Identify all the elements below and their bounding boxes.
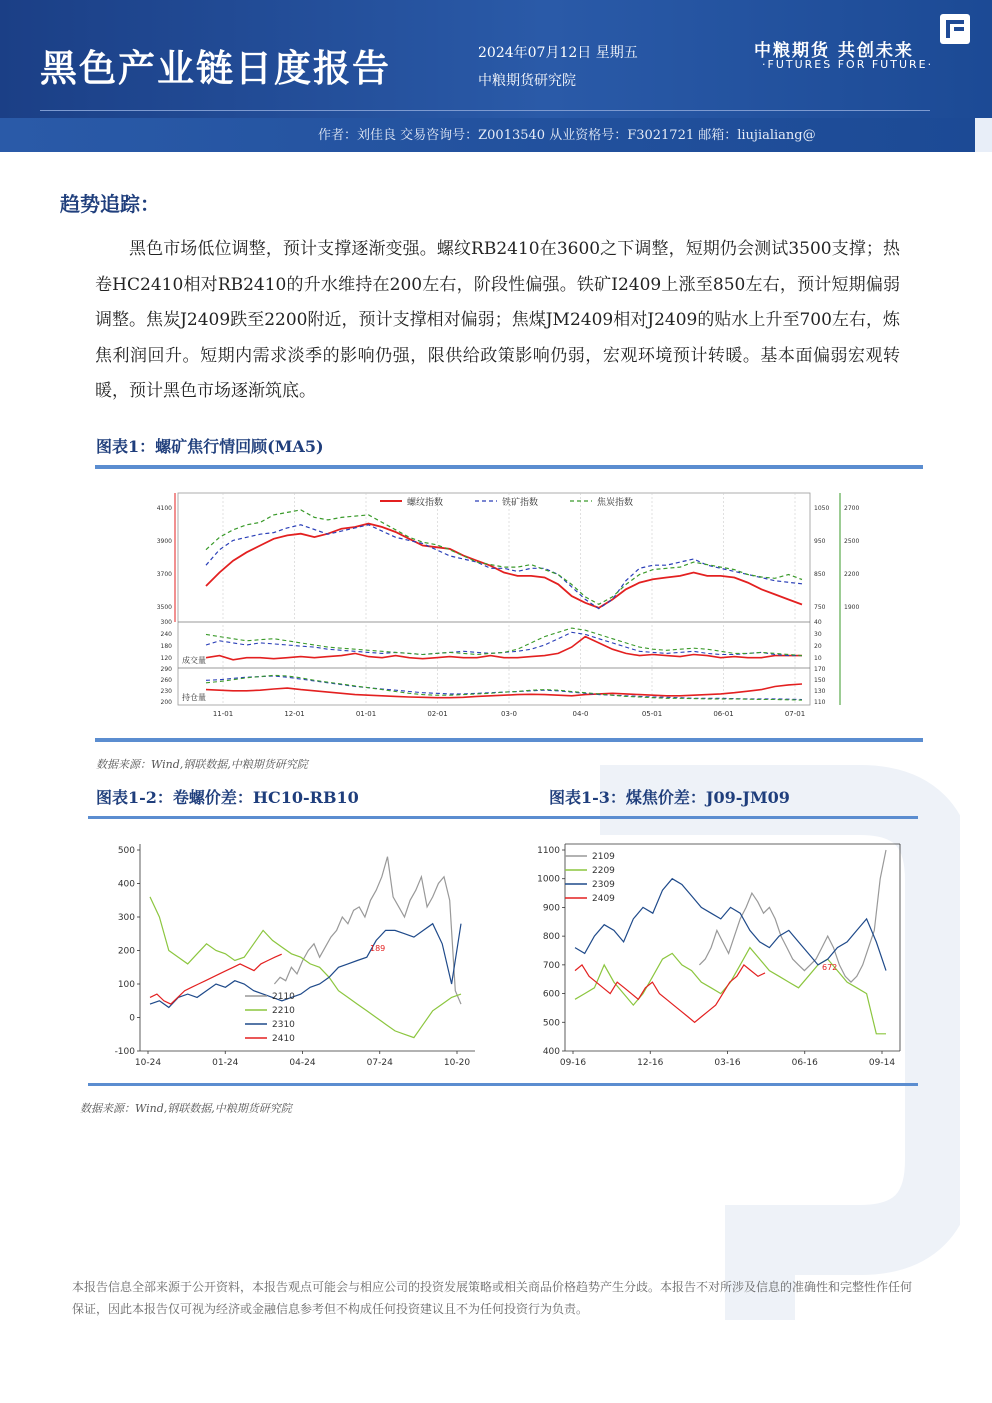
x-tick-label: 02-01 xyxy=(427,710,448,718)
y-tick-label: 400 xyxy=(117,879,135,890)
series-line-2409 xyxy=(575,965,765,1022)
y-tick-label: 200 xyxy=(160,699,172,706)
y-right-tick-label: 40 xyxy=(814,619,822,626)
legend-label: 2309 xyxy=(592,880,615,890)
x-tick-label: 03-0 xyxy=(501,710,517,718)
y-tick-label: 300 xyxy=(117,913,135,923)
y-right2-tick-label: 2500 xyxy=(844,538,860,545)
series-line-2109 xyxy=(699,850,886,982)
y-right2-tick-label: 1900 xyxy=(844,604,860,611)
x-tick-label: 10-20 xyxy=(443,1058,471,1068)
x-tick-label: 06-01 xyxy=(713,710,734,718)
series-line-2110 xyxy=(274,857,461,1004)
x-tick-label: 04-24 xyxy=(289,1058,316,1068)
figure2-bottom-rule xyxy=(88,1083,918,1086)
figure1-caption: 图表1：螺矿焦行情回顾(MA5) xyxy=(96,437,324,456)
y-right-tick-label: 150 xyxy=(814,677,826,684)
x-tick-label: 11-01 xyxy=(212,710,234,718)
figure1-chart xyxy=(150,488,860,724)
y-tick-label: 0 xyxy=(129,1013,135,1024)
y-tick-label: 200 xyxy=(117,946,135,957)
series-line-焦炭指数 xyxy=(206,510,802,604)
x-tick-label: 09-16 xyxy=(559,1058,587,1068)
y-tick-label: 1000 xyxy=(537,874,560,885)
series-line-2209 xyxy=(575,948,886,1034)
legend-label: 2109 xyxy=(592,852,615,862)
x-tick-label: 01-24 xyxy=(212,1058,239,1068)
x-tick-label: 12-01 xyxy=(284,710,305,718)
volume-line-ore xyxy=(206,632,802,655)
legend-label: 2410 xyxy=(272,1034,295,1044)
y-tick-label: 800 xyxy=(542,932,560,943)
x-tick-label: 06-16 xyxy=(791,1058,818,1068)
legend-label: 2110 xyxy=(272,992,295,1002)
author-info: 作者：刘佳良 交易咨询号：Z0013540 从业资格号：F3021721 邮箱：liujialiang@ xyxy=(318,128,816,143)
figure3-chart xyxy=(525,836,915,1078)
series-line-2309 xyxy=(575,879,886,971)
chart1-frame xyxy=(178,493,810,705)
disclaimer: 本报告信息全部来源于公开资料，本报告观点可能会与相应公司的投资发展策略或相关商品价格趋势产生分歧。本报告不对所涉及信息的准确性和完整性作任何保证，因此本报告仅可视为经济或金融信息参考但不构成任何投资建议且不为任何投资行为负责。 xyxy=(72,1280,913,1316)
y-tick-label: 3700 xyxy=(156,571,172,578)
y-tick-label: 100 xyxy=(117,980,135,990)
report-date: 2024年07月12日 星期五 xyxy=(478,45,638,61)
market-review-chart xyxy=(150,488,860,720)
x-tick-label: 01-01 xyxy=(355,710,377,718)
report-title: 黑色产业链日度报告 xyxy=(40,47,391,90)
legend-label: 焦炭指数 xyxy=(597,498,634,508)
volume-line-rebar xyxy=(206,637,802,660)
y-tick-label: 4100 xyxy=(156,505,172,512)
y-right-tick-label: 20 xyxy=(814,643,822,650)
x-tick-label: 10-24 xyxy=(134,1058,162,1068)
series-line-2210 xyxy=(150,897,461,1038)
y-tick-label: 3900 xyxy=(156,538,172,545)
legend-label: 2210 xyxy=(272,1006,295,1016)
figure2-top-rule xyxy=(88,816,918,819)
y-tick-label: 240 xyxy=(160,631,172,638)
legend-label: 螺纹指数 xyxy=(407,498,444,508)
y-tick-label: 500 xyxy=(542,1018,560,1029)
legend-label: 2310 xyxy=(272,1020,295,1030)
y-right-tick-label: 1050 xyxy=(814,505,830,512)
figure2-source: 数据来源：Wind,钢联数据,中粮期货研究院 xyxy=(80,1102,292,1115)
figure1-top-rule xyxy=(95,465,923,469)
figure2-chart xyxy=(100,836,490,1078)
y-tick-label: 900 xyxy=(542,903,560,914)
y-tick-label: 600 xyxy=(542,989,560,1000)
trend-paragraph: 黑色市场低位调整，预计支撑逐渐变强。螺纹RB2410在3600之下调整，短期仍会测试3500支撑；热卷HC2410相对RB2410的升水维持在200左右，阶段性偏强。铁矿I2409上涨至850左右，预计短期偏弱调整。焦炭J2409跌至2200附近，预计支撑相对偏弱；焦煤JM2409相对J2409的贴水上升至700左右，炼焦利润回升。短期内需求淡季的影响仍强，限供给政策影响仍弱，宏观环境预计转暖。基本面偏弱宏观转暖，预计黑色市场逐渐筑底。 xyxy=(95,239,900,401)
y-tick-label: -100 xyxy=(114,1047,135,1057)
value-annotation: 189 xyxy=(370,944,386,953)
hc-rb-spread-chart xyxy=(100,836,490,1074)
panel-label-volume: 成交量 xyxy=(182,656,206,665)
section-title: 趋势追踪： xyxy=(60,192,160,216)
y-right2-tick-label: 2700 xyxy=(844,505,860,512)
figure2-caption: 图表1-2：卷螺价差：HC10-RB10 xyxy=(96,788,359,807)
y-tick-label: 290 xyxy=(160,666,172,673)
legend-label: 2209 xyxy=(592,866,615,876)
y-right-tick-label: 750 xyxy=(814,604,826,611)
openint-line-rebar xyxy=(206,684,802,698)
series-line-铁矿指数 xyxy=(206,525,802,609)
y-tick-label: 400 xyxy=(542,1047,560,1057)
figure3-caption: 图表1-3：煤焦价差：J09-JM09 xyxy=(549,788,790,807)
legend-label: 2409 xyxy=(592,894,615,904)
y-right2-tick-label: 2200 xyxy=(844,571,860,578)
j-jm-spread-chart xyxy=(525,836,915,1074)
series-line-2310 xyxy=(150,924,461,1008)
y-right-tick-label: 10 xyxy=(814,655,822,662)
y-right-tick-label: 110 xyxy=(814,699,826,706)
y-tick-label: 500 xyxy=(117,846,135,856)
brand-logo-en: ·FUTURES FOR FUTURE· xyxy=(762,58,934,71)
volume-line-coke xyxy=(206,628,802,656)
x-tick-label: 07-01 xyxy=(784,710,806,718)
y-tick-label: 230 xyxy=(160,688,172,695)
figure1-bottom-rule xyxy=(95,738,923,742)
y-tick-label: 300 xyxy=(160,619,172,626)
x-tick-label: 03-16 xyxy=(714,1058,741,1068)
x-tick-label: 09-14 xyxy=(868,1058,896,1068)
y-tick-label: 3500 xyxy=(156,604,172,611)
legend-label: 铁矿指数 xyxy=(502,498,539,508)
y-right-tick-label: 170 xyxy=(814,666,826,673)
y-tick-label: 700 xyxy=(542,960,560,971)
y-right-tick-label: 30 xyxy=(814,631,822,638)
report-institute: 中粮期货研究院 xyxy=(478,73,576,89)
y-tick-label: 1100 xyxy=(537,846,560,856)
header-divider xyxy=(40,110,930,111)
y-right-tick-label: 950 xyxy=(814,538,826,545)
y-tick-label: 180 xyxy=(160,643,172,650)
value-annotation: 672 xyxy=(822,963,838,972)
x-tick-label: 05-01 xyxy=(641,710,663,718)
panel-label-openint: 持仓量 xyxy=(182,693,206,702)
y-right-tick-label: 130 xyxy=(814,688,826,695)
report-header xyxy=(0,0,992,152)
brand-logo-icon xyxy=(940,14,970,44)
x-tick-label: 04-0 xyxy=(572,710,589,718)
x-tick-label: 07-24 xyxy=(366,1058,393,1068)
x-tick-label: 12-16 xyxy=(637,1058,664,1068)
openint-line-coke xyxy=(206,675,802,700)
y-tick-label: 120 xyxy=(160,655,172,662)
y-tick-label: 260 xyxy=(160,677,172,684)
figure1-source: 数据来源：Wind,钢联数据,中粮期货研究院 xyxy=(96,758,308,771)
brand-logo-cn: 中粮期货 共创未来 xyxy=(754,41,914,61)
y-right-tick-label: 850 xyxy=(814,571,826,578)
